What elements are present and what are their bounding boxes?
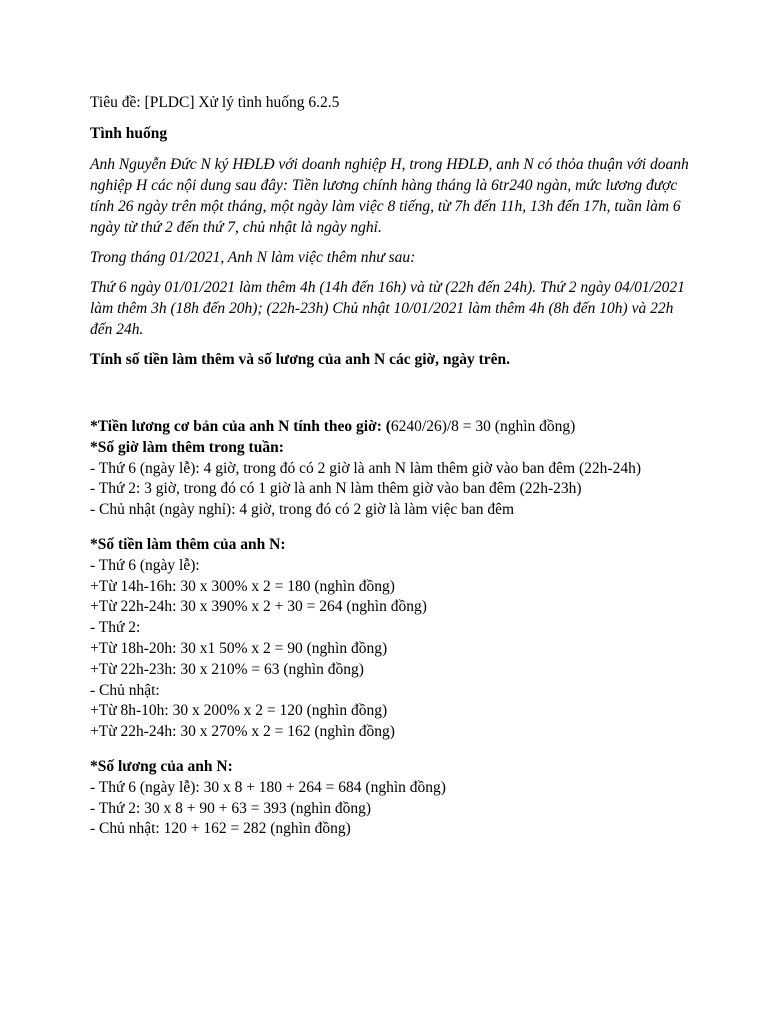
overtime-hours-label: *Số giờ làm thêm trong tuần: (90, 438, 284, 456)
document-title: Tiêu đề: [PLDC] Xử lý tình huống 6.2.5 (90, 94, 340, 111)
overtime-hours-item: - Thứ 2: 3 giờ, trong đó có 1 giờ là anh N làm thêm giờ vào ban đêm (22h-23h) (90, 480, 582, 498)
overtime-pay-item: +Từ 22h-24h: 30 x 390% x 2 + 30 = 264 (nghìn đồng) (90, 598, 427, 616)
overtime-pay-item: - Thứ 6 (ngày lễ): (90, 556, 200, 574)
salary-item: - Thứ 6 (ngày lễ): 30 x 8 + 180 + 264 = 684 (nghìn đồng) (90, 778, 446, 796)
situation-heading: Tình huống (90, 125, 168, 142)
answer-overtime-pay (90, 535, 690, 743)
document-page (90, 92, 690, 854)
overtime-pay-label: *Số tiền làm thêm của anh N: (90, 535, 286, 553)
overtime-pay-item: +Từ 18h-20h: 30 x1 50% x 2 = 90 (nghìn đồng) (90, 639, 388, 657)
situation-paragraph: Thứ 6 ngày 01/01/2021 làm thêm 4h (14h đến 16h) và từ (22h đến 24h). Thứ 2 ngày 04/01/2021 làm thêm 3h (18h đến 20h); (22h-23h) Chủ nhật 10/01/2021 làm thêm 4h (8h đến 10h) và 22h đến 24h. (90, 279, 685, 338)
overtime-pay-item: - Thứ 2: (90, 619, 141, 637)
hourly-wage-line (90, 417, 690, 438)
overtime-pay-item: +Từ 14h-16h: 30 x 300% x 2 = 180 (nghìn đồng) (90, 577, 395, 595)
hourly-wage-label: *Tiền lương cơ bản của anh N tính theo giờ: ( (90, 418, 391, 435)
overtime-hours-item: - Thứ 6 (ngày lễ): 4 giờ, trong đó có 2 giờ là anh N làm thêm giờ vào ban đêm (22h-24h) (90, 459, 641, 477)
answer-salary (90, 757, 690, 840)
salary-item: - Chủ nhật: 120 + 162 = 282 (nghìn đồng) (90, 820, 351, 838)
salary-label: *Số lương của anh N: (90, 757, 233, 775)
overtime-pay-item: +Từ 22h-24h: 30 x 270% x 2 = 162 (nghìn đồng) (90, 723, 395, 741)
salary-item: - Thứ 2: 30 x 8 + 90 + 63 = 393 (nghìn đồng) (90, 799, 372, 817)
question-text: Tính số tiền làm thêm và số lương của anh N các giờ, ngày trên. (90, 351, 511, 368)
overtime-pay-item: +Từ 22h-23h: 30 x 210% = 63 (nghìn đồng) (90, 660, 364, 678)
overtime-hours-item: - Chủ nhật (ngày nghỉ): 4 giờ, trong đó có 2 giờ là làm việc ban đêm (90, 501, 515, 519)
situation-paragraph: Trong tháng 01/2021, Anh N làm việc thêm như sau: (90, 249, 416, 266)
answer-hourly-and-hours (90, 417, 690, 521)
overtime-pay-item: +Từ 8h-10h: 30 x 200% x 2 = 120 (nghìn đồng) (90, 702, 388, 720)
hourly-wage-value: 6240/26)/8 = 30 (nghìn đồng) (390, 418, 576, 435)
situation-paragraph: Anh Nguyễn Đức N ký HĐLĐ với doanh nghiệp H, trong HĐLĐ, anh N có thỏa thuận với doanh nghiệp H các nội dung sau đây: Tiền lương chính hàng tháng là 6tr240 ngàn, mức lương được tính 26 ngày trên một tháng, một ngày làm việc 8 tiếng, từ 7h đến 11h, 13h đến 17h, tuần làm 6 ngày từ thứ 2 đến thứ 7, chủ nhật là ngày nghỉ. (90, 156, 689, 236)
overtime-pay-item: - Chủ nhật: (90, 681, 160, 699)
